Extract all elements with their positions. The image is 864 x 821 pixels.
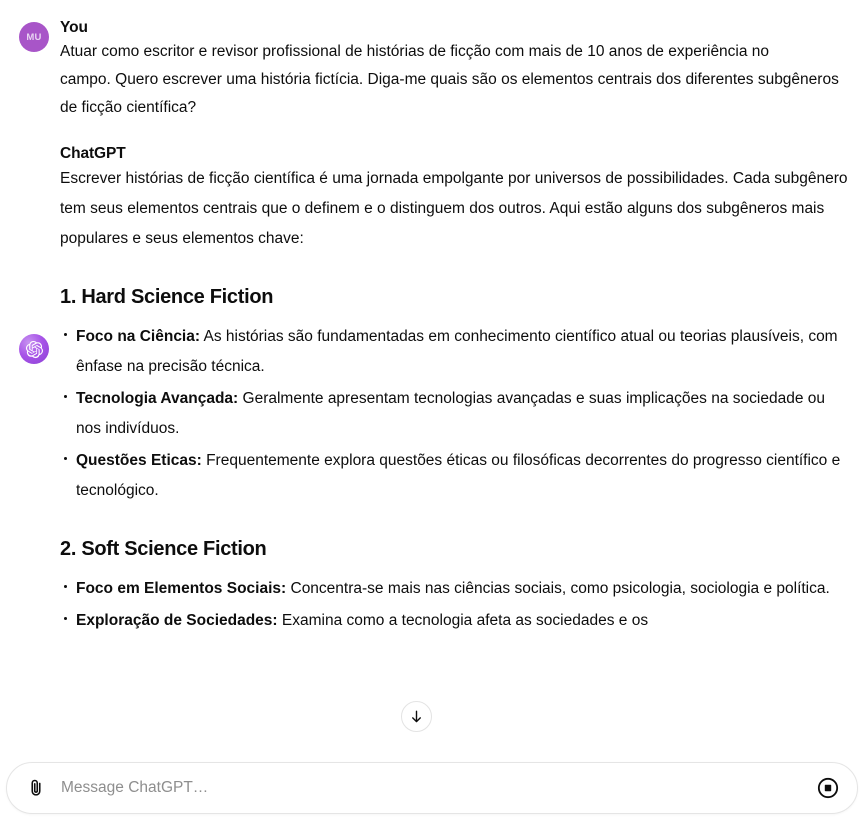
attach-file-button[interactable]	[19, 771, 53, 805]
paperclip-icon	[26, 778, 46, 798]
list-item-term: Exploração de Sociedades:	[76, 612, 278, 629]
list-item-text: Geralmente apresentam tecnologias avançadas e suas implicações na sociedade ou nos indivíduos.	[76, 390, 825, 437]
list-item	[60, 606, 850, 636]
assistant-message-turn	[0, 122, 864, 636]
list-item-text: Examina como a tecnologia afeta as sociedades e os	[277, 612, 649, 629]
message-composer[interactable]	[6, 762, 858, 814]
list-item-term: Foco em Elementos Sociais:	[76, 580, 287, 597]
scroll-to-bottom-button[interactable]	[401, 701, 432, 732]
message-author-name: ChatGPT	[60, 145, 126, 162]
section-heading: 1. Hard Science Fiction	[60, 286, 274, 308]
list-item-term: Tecnologia Avançada:	[76, 390, 239, 407]
message-input[interactable]	[53, 764, 811, 812]
list-item	[60, 322, 850, 382]
message-author-name: You	[60, 19, 88, 36]
bullet-list	[60, 574, 852, 636]
assistant-message-text	[60, 164, 852, 636]
avatar-initials: MU	[26, 31, 42, 43]
section-heading: 2. Soft Science Fiction	[60, 538, 267, 560]
arrow-down-icon	[409, 709, 424, 724]
composer-bar	[0, 755, 864, 821]
user-message-turn	[0, 0, 864, 122]
user-message-text	[60, 38, 852, 122]
list-item-term: Foco na Ciência:	[76, 328, 201, 345]
assistant-intro-paragraph: Escrever histórias de ficção científica é uma jornada empolgante por universos de possibilidades. Cada subgênero tem seus elementos centrais que o definem e o distinguem dos outros. Aqui estão alguns dos subgêneros mais populares e seus elementos chave:	[60, 170, 848, 247]
list-item	[60, 446, 850, 506]
list-item-text: As histórias são fundamentadas em conhecimento científico atual ou teorias plausíveis, com ênfase na precisão técnica.	[76, 328, 838, 375]
list-item	[60, 574, 850, 604]
bullet-list	[60, 322, 852, 506]
list-item-term: Questões Eticas:	[76, 452, 202, 469]
user-message-line: campo. Quero escrever uma história fictícia. Diga-me quais são os elementos centrais dos diferentes subgêneros de ficção científica?	[60, 71, 839, 116]
list-item-text: Frequentemente explora questões éticas ou filosóficas decorrentes do progresso científico e tecnológico.	[76, 452, 841, 499]
stop-generating-icon	[817, 777, 839, 799]
user-message-line: Atuar como escritor e revisor profissional de histórias de ficção com mais de 10 anos de experiência no	[60, 43, 770, 60]
stop-generating-button[interactable]	[811, 771, 845, 805]
list-item-text: Concentra-se mais nas ciências sociais, como psicologia, sociologia e política.	[286, 580, 830, 597]
avatar	[19, 22, 49, 52]
openai-logo-icon	[19, 334, 49, 364]
list-item	[60, 384, 850, 444]
